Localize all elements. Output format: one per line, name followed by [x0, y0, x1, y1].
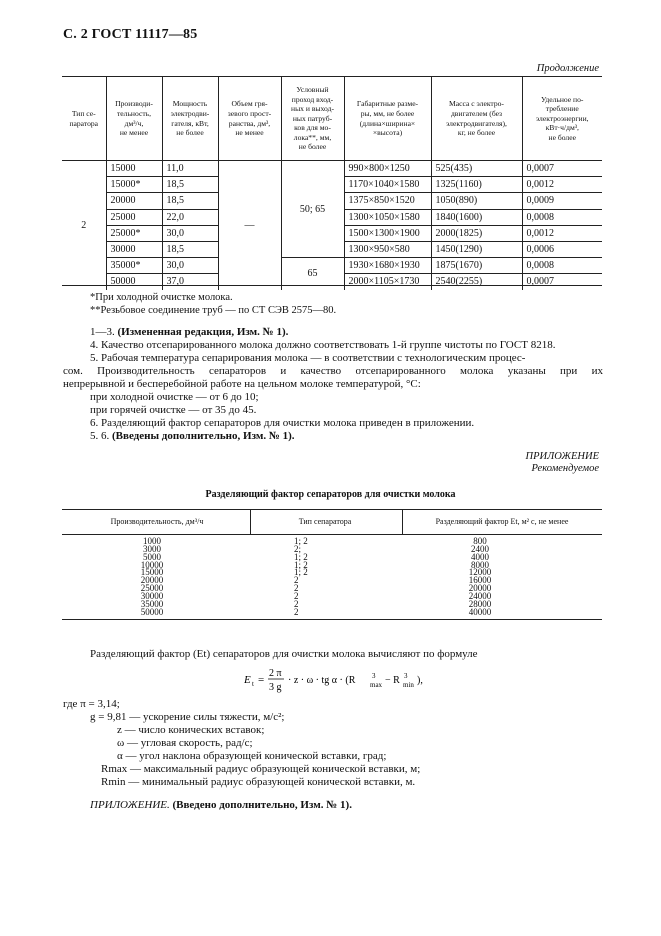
capacity-cell: 30000: [106, 241, 162, 257]
appendix-label: ПРИЛОЖЕНИЕ: [525, 451, 599, 462]
capacity-value: 10000: [140, 559, 164, 570]
paragraph-4: 4. Качество отсепарированного молока должно соответствовать 1-й группе чистоты по ГОСТ 8218.: [90, 339, 556, 351]
svg-text:E: E: [244, 674, 251, 686]
energy-cell: 0,0009: [522, 193, 602, 209]
type-value: 2: [294, 575, 299, 586]
volume-cell: —: [218, 161, 281, 290]
where-pi: где π = 3,14;: [63, 698, 120, 710]
table2-header-rule: [62, 534, 602, 535]
factor-value: 12000: [468, 567, 492, 578]
capacity-value: 20000: [140, 575, 164, 586]
power-cell: 18,5: [162, 241, 218, 257]
energy-cell: 0,0012: [522, 177, 602, 193]
amendment-note: (Измененная редакция, Изм. № 1).: [117, 326, 289, 338]
where-z: z — число конических вставок;: [117, 724, 265, 736]
capacity-value: 35000: [140, 598, 164, 609]
capacity-cell: 15000: [106, 161, 162, 177]
column-header: Габаритные разме- ры, мм, не более (длина×ширина× ×высота): [344, 77, 431, 161]
footnote-1: *При холодной очистке молока.: [90, 292, 233, 303]
dimensions-cell: 1500×1300×1900: [344, 225, 431, 241]
type-value: 2: [294, 583, 299, 594]
svg-text:=: =: [258, 674, 265, 686]
capacity-value: 15000: [140, 567, 164, 578]
svg-text:min: min: [403, 681, 414, 689]
mass-cell: 525(435): [431, 161, 522, 177]
capacity-cell: 35000*: [106, 258, 162, 274]
power-cell: 22,0: [162, 209, 218, 225]
type-value: 2: [294, 598, 299, 609]
passage-cell: 65: [281, 258, 344, 290]
factor-value: 4000: [471, 551, 489, 562]
capacity-value: 30000: [140, 590, 164, 601]
paragraph-5-line1: 5. Рабочая температура сепарирования молока — в соответствии с технологическим процес-: [90, 352, 526, 364]
mass-cell: 2540(2255): [431, 274, 522, 290]
column-header: Масса с электро- двигателем (без электродвигателя), кг, не более: [431, 77, 522, 161]
type-value: 2: [294, 590, 299, 601]
power-cell: 30,0: [162, 225, 218, 241]
energy-cell: 0,0008: [522, 258, 602, 274]
passage-cell: 50; 65: [281, 161, 344, 258]
table-bottom-rule: [62, 285, 602, 286]
power-cell: 11,0: [162, 161, 218, 177]
cold-cleaning-range: при холодной очистке — от 6 до 10;: [90, 391, 259, 403]
paragraph-6: 6. Разделяющий фактор сепараторов для очистки молока приведен в приложении.: [90, 417, 475, 429]
mass-cell: 1875(1670): [431, 258, 522, 274]
factor-value: 2400: [471, 543, 489, 554]
mass-cell: 1450(1290): [431, 241, 522, 257]
capacity-cell: 25000*: [106, 225, 162, 241]
svg-text:2 π: 2 π: [269, 668, 282, 679]
factor-formula: [244, 664, 444, 694]
table-header-row: [62, 77, 602, 161]
capacity-value: 5000: [143, 551, 161, 562]
where-rmax: Rmax — максимальный радиус образующей конической вставки, м;: [101, 763, 421, 775]
dimensions-cell: 1375×850×1520: [344, 193, 431, 209]
capacity-cell: 15000*: [106, 177, 162, 193]
column-header: Условный проход вход- ных и выход- ных патруб- ков для мо- лока**, мм, не более: [281, 77, 344, 161]
power-cell: 30,0: [162, 258, 218, 274]
svg-text:· z · ω · tg α · (R: · z · ω · tg α · (R: [288, 675, 356, 686]
continuation-label: Продолжение: [536, 63, 599, 74]
separator-specs-table: [62, 76, 602, 290]
header-divider: [402, 510, 403, 534]
capacity-value: 1000: [143, 536, 161, 546]
where-rmin: Rmin — минимальный радиус образующей конической вставки, м.: [101, 776, 416, 788]
type-column: [294, 538, 308, 616]
factor-value: 28000: [468, 598, 492, 609]
svg-text:),: ),: [417, 675, 423, 686]
para-number: 1—3.: [90, 326, 115, 338]
table-row: [62, 161, 602, 177]
svg-text:3 g: 3 g: [269, 682, 282, 693]
power-cell: 37,0: [162, 274, 218, 290]
factor-value: 800: [473, 536, 487, 546]
column-header: Объем гря- зевого прост- ранства, дм³, не менее: [218, 77, 281, 161]
paragraph-1-3: [90, 326, 288, 340]
column-header: Тип се- паратора: [62, 77, 106, 161]
svg-text:t: t: [252, 680, 254, 688]
svg-text:− R: − R: [385, 675, 400, 686]
mass-cell: 1050(890): [431, 193, 522, 209]
capacity-cell: 20000: [106, 193, 162, 209]
where-alpha: α — угол наклона образующей конической вставки, град;: [117, 750, 387, 762]
formula-intro: Разделяющий фактор (Et) сепараторов для очистки молока вычисляют по формуле: [90, 648, 478, 660]
table-body: [62, 161, 602, 290]
footnote-2: **Резьбовое соединение труб — по СТ СЭВ 2575—80.: [90, 305, 337, 316]
appendix-amendment: [90, 799, 352, 813]
power-cell: 18,5: [162, 177, 218, 193]
type-value: 1; 2: [294, 559, 308, 570]
column-header: Производи- тельность, дм³/ч, не менее: [106, 77, 162, 161]
dimensions-cell: 1170×1040×1580: [344, 177, 431, 193]
formula-graphic: [244, 664, 444, 694]
svg-text:3: 3: [404, 672, 408, 680]
where-omega: ω — угловая скорость, рад/с;: [117, 737, 253, 749]
column-header: Удельное по- требление электроэнергии, кВт·ч/дм³, не более: [522, 77, 602, 161]
dimensions-cell: 1300×950×580: [344, 241, 431, 257]
mass-cell: 1840(1600): [431, 209, 522, 225]
hot-cleaning-range: при горячей очистке — от 35 до 45.: [90, 404, 257, 416]
where-g: g = 9,81 — ускорение силы тяжести, м/с²;: [90, 711, 285, 723]
header-type: Тип сепаратора: [298, 517, 352, 526]
type-value: 1; 2: [294, 536, 308, 546]
energy-cell: 0,0008: [522, 209, 602, 225]
appendix-table-title: Разделяющий фактор сепараторов для очистки молока: [205, 489, 456, 500]
column-header: Мощность электродви- гателя, кВт, не более: [162, 77, 218, 161]
capacity-value: 3000: [143, 543, 161, 554]
factor-value: 20000: [468, 583, 492, 594]
header-divider: [250, 510, 251, 534]
capacity-column: [132, 538, 172, 616]
paragraph-5-line3: непрерывной и бесперебойной работе на цельном молоке температурой, °С:: [63, 378, 421, 390]
appendix-ref: ПРИЛОЖЕНИЕ.: [90, 799, 170, 811]
energy-cell: 0,0007: [522, 161, 602, 177]
svg-text:max: max: [370, 681, 383, 689]
factor-value: 8000: [471, 559, 489, 570]
header-capacity: Производительность, дм³/ч: [110, 517, 204, 526]
mass-cell: 2000(1825): [431, 225, 522, 241]
dimensions-cell: 1930×1680×1930: [344, 258, 431, 274]
appendix-status: Рекомендуемое: [531, 463, 599, 474]
type-value: 1; 2: [294, 567, 308, 578]
factor-value: 16000: [468, 575, 492, 586]
type-value: 2;: [294, 543, 302, 554]
amendment-note: (Введены дополнительно, Изм. № 1).: [112, 430, 295, 442]
capacity-value: 50000: [140, 606, 164, 617]
dimensions-cell: 990×800×1250: [344, 161, 431, 177]
energy-cell: 0,0006: [522, 241, 602, 257]
energy-cell: 0,0007: [522, 274, 602, 290]
dimensions-cell: 2000×1105×1730: [344, 274, 431, 290]
capacity-cell: 25000: [106, 209, 162, 225]
svg-text:3: 3: [372, 672, 376, 680]
mass-cell: 1325(1160): [431, 177, 522, 193]
dimensions-cell: 1300×1050×1580: [344, 209, 431, 225]
separator-type-cell: 2: [81, 219, 87, 231]
paragraph-5-6: [90, 430, 295, 444]
factor-column: [450, 538, 510, 616]
table2-top-rule: [62, 509, 602, 510]
factor-value: 24000: [468, 590, 492, 601]
capacity-value: 25000: [140, 583, 164, 594]
capacity-cell: 50000: [106, 274, 162, 290]
energy-cell: 0,0012: [522, 225, 602, 241]
table-row: [62, 258, 602, 274]
amendment-note: (Введено дополнительно, Изм. № 1).: [172, 799, 352, 811]
page-header: С. 2 ГОСТ 11117—85: [63, 27, 198, 42]
header-factor: Разделяющий фактор Et, м² с, не менее: [435, 517, 569, 526]
type-value: 1; 2: [294, 551, 308, 562]
type-value: 2: [294, 606, 299, 617]
table2-bottom-rule: [62, 619, 602, 620]
para-number: 5. 6.: [90, 430, 110, 442]
paragraph-5-line2: сом. Производительность сепараторов и качество отсепарированного молока указаны при их: [63, 365, 603, 377]
factor-value: 40000: [468, 606, 492, 617]
power-cell: 18,5: [162, 193, 218, 209]
